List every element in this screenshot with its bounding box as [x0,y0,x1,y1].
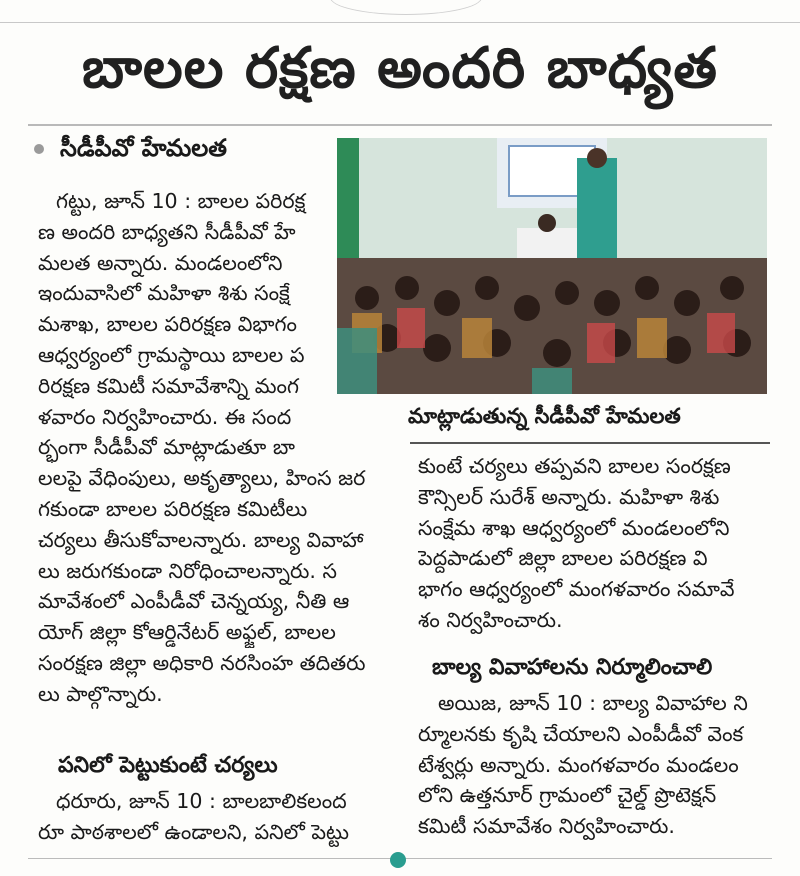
top-divider [0,22,800,23]
text-line: సంక్షేమ శాఖ ఆధ్వర్యంలో మండలంలోని [418,515,730,540]
text-line: చర్యలు తీసుకోవాలన్నారు. బాల్య వివాహా [38,527,364,552]
text-line: గట్టు, జూన్ 10 : బాలల పరిరక్ష [56,189,306,213]
text-line: టేశ్వర్లు అన్నారు. మంగళవారం మండలం [418,752,739,777]
text-line: లు పాల్గొన్నారు. [38,681,163,706]
text-line: పెద్దపాడులో జిల్లా బాలల పరిరక్షణ వి [418,546,708,571]
text-line: భాగం ఆధ్వర్యంలో మంగళవారం సమావే [418,577,735,602]
text-line: ళవారం నిర్వహించారు. ఈ సంద [38,404,292,429]
text-line: ఆధ్వర్యంలో గ్రామస్థాయి బాలల ప [38,342,305,367]
text-line: మలత అన్నారు. మండలంలోని [38,250,283,275]
text-line: యోగ్ జిల్లా కోఆర్డినేటర్ అఫ్జల్, బాలల [38,620,336,645]
text-line: అయిజ, జూన్ 10 : బాల్య వివాహాల ని [438,691,748,715]
right-second-article-body [418,688,748,842]
photo-caption: మాట్లాడుతున్న సీడీపీవో హేమలత [408,404,681,428]
left-second-article-body [38,786,349,848]
text-line: ర్మూలనకు కృషి చేయాలని ఎంపీడీవో వెంక [418,721,744,746]
subhead-left: పనిలో పెట్టుకుంటే చర్యలు [58,753,278,778]
text-line: లు జరుగకుండా నిరోధించాలన్నారు. స [38,558,337,583]
text-line: గకుండా బాలల పరిరక్షణ కమిటీలు [38,496,308,521]
text-line: మశాఖ, బాలల పరిరక్షణ విభాగం [38,312,297,337]
text-line: కమిటీ సమావేశం నిర్వహించారు. [418,814,675,839]
text-line: ర్భంగా సీడీపీవో మాట్లాడుతూ బా [38,435,295,460]
text-line: రూ పాఠశాలలో ఉండాలని, పనిలో పెట్టు [38,819,349,844]
bullet-icon [34,144,44,154]
logo-icon [390,852,406,868]
text-line: మావేశంలో ఎంపీడీవో చెన్నయ్య, నీతి ఆ [38,589,350,614]
top-decoration [330,0,482,15]
text-line: ధరూరు, జూన్ 10 : బాలబాలికలంద [56,789,347,813]
text-line: సంరక్షణ జిల్లా అధికారి నరసింహ తదితరు [38,650,366,675]
article-photo [337,138,767,394]
right-article-body [418,451,735,636]
caption-divider [410,442,770,444]
text-line: కుంటే చర్యలు తప్పవని బాలల సంరక్షణ [418,454,731,478]
text-line: లోని ఉత్తనూర్ గ్రామంలో చైల్డ్ ప్రొటెక్షన్ [418,783,717,808]
text-line: ఇందువాసిలో మహిళా శిశు సంక్షే [38,281,290,306]
text-line: శం నిర్వహించారు. [418,607,563,632]
text-line: ణ అందరి బాధ్యతని సీడీపీవో హే [38,219,296,244]
headline-divider [28,124,772,126]
photo-illustration [337,138,767,394]
left-article-body [38,186,366,710]
text-line: రిరక్షణ కమిటీ సమావేశాన్ని మంగ [38,373,299,398]
text-line: లలపై వేధింపులు, అకృత్యాలు, హింస జర [38,466,366,491]
subhead-right: బాల్య వివాహాలను నిర్మూలించాలి [432,655,713,680]
byline [34,134,227,168]
text-line: కౌన్సిలర్ సురేశ్ అన్నారు. మహిళా శిశు [418,484,720,509]
byline-text: సీడీపీవో హేమలత [60,134,227,162]
headline: బాలల రక్షణ అందరి బాధ్యత [82,36,718,101]
